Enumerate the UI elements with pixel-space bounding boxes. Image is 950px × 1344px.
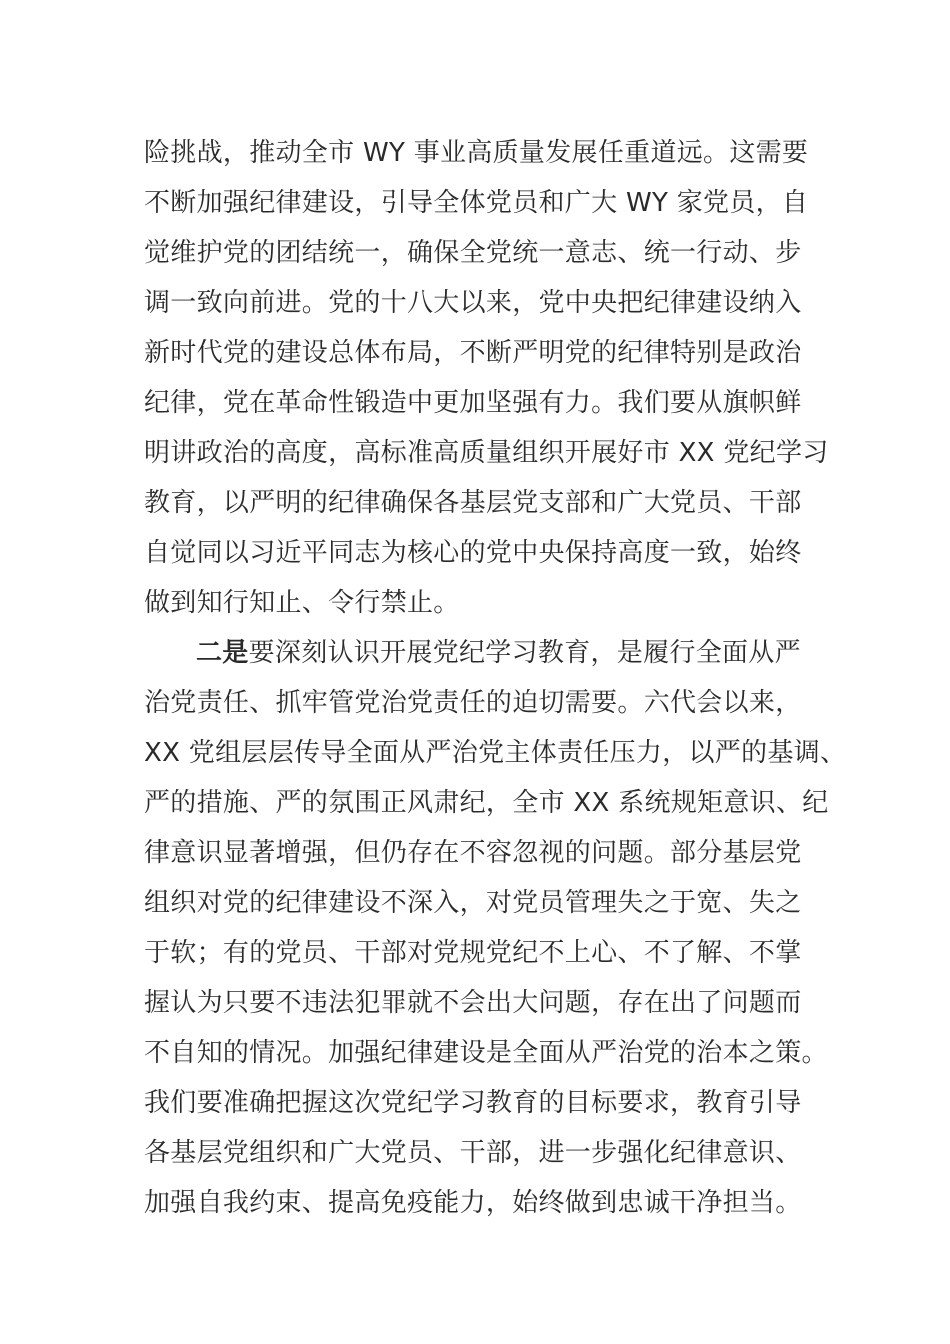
text-line: 组织对党的纪律建设不深入，对党员管理失之于宽、失之 xyxy=(144,888,802,918)
text-line: 明讲政治的高度，高标准高质量组织开展好市 XX 党纪学习 xyxy=(144,438,829,468)
text-line: 严的措施、严的氛围正风肃纪，全市 XX 系统规矩意识、纪 xyxy=(144,788,829,818)
text-line: 加强自我约束、提高免疫能力，始终做到忠诚干净担当。 xyxy=(144,1188,802,1218)
text-line: 我们要准确把握这次党纪学习教育的目标要求，教育引导 xyxy=(144,1088,802,1118)
text-line: 治党责任、抓牢管党治党责任的迫切需要。六代会以来， xyxy=(144,688,802,718)
text-line: 纪律，党在革命性锻造中更加坚强有力。我们要从旗帜鲜 xyxy=(144,388,802,418)
text-line: 不自知的情况。加强纪律建设是全面从严治党的治本之策。 xyxy=(144,1038,828,1068)
paragraph-2 xyxy=(144,628,847,1228)
text-line: 调一致向前进。党的十八大以来，党中央把纪律建设纳入 xyxy=(144,288,802,318)
text-line: XX 党组层层传导全面从严治党主体责任压力，以严的基调、 xyxy=(144,738,847,768)
text-line: 自觉同以习近平同志为核心的党中央保持高度一致，始终 xyxy=(144,538,802,568)
text-line: 险挑战，推动全市 WY 事业高质量发展任重道远。这需要 xyxy=(144,138,809,168)
paragraph-2-first-text: 要深刻认识开展党纪学习教育，是履行全面从严 xyxy=(248,638,801,668)
text-line: 教育，以严明的纪律确保各基层党支部和广大党员、干部 xyxy=(144,488,802,518)
text-line: 握认为只要不违法犯罪就不会出大问题，存在出了问题而 xyxy=(144,988,802,1018)
text-line: 不断加强纪律建设，引导全体党员和广大 WY 家党员，自 xyxy=(144,188,809,218)
text-line: 律意识显著增强，但仍存在不容忽视的问题。部分基层党 xyxy=(144,838,802,868)
text-line: 各基层党组织和广大党员、干部，进一步强化纪律意识、 xyxy=(144,1138,802,1168)
document-body xyxy=(144,128,847,1228)
paragraph-1 xyxy=(144,128,829,628)
text-line: 觉维护党的团结统一，确保全党统一意志、统一行动、步 xyxy=(144,238,802,268)
paragraph-2-lead-bold: 二是 xyxy=(196,638,249,668)
text-line: 于软；有的党员、干部对党规党纪不上心、不了解、不掌 xyxy=(144,938,802,968)
text-line: 做到知行知止、令行禁止。 xyxy=(144,588,460,618)
text-line: 新时代党的建设总体布局，不断严明党的纪律特别是政治 xyxy=(144,338,802,368)
paragraph-2-first-line xyxy=(144,628,824,678)
